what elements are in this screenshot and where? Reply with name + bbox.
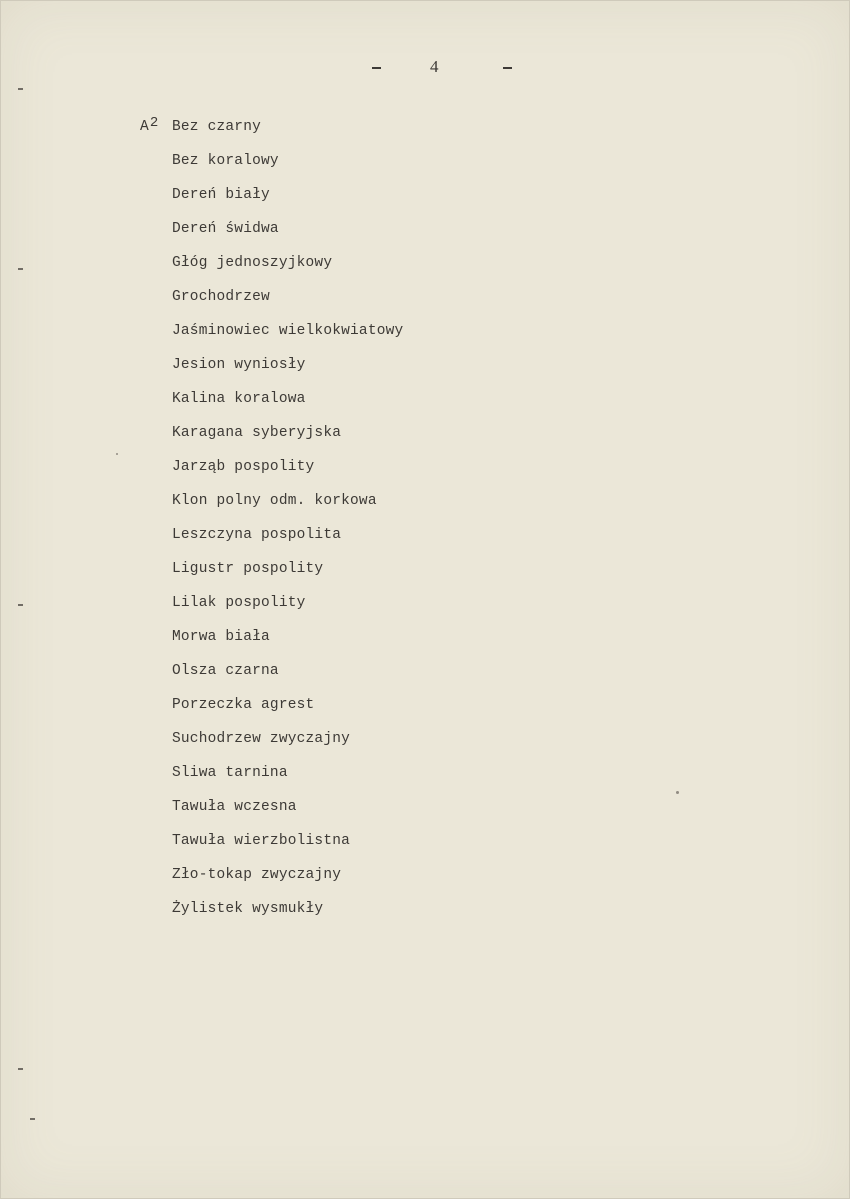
list-item-label: Grochodrzew [172, 289, 270, 305]
list-item-label: Dereń świdwa [172, 221, 279, 237]
header-dash-right [503, 67, 512, 69]
paper-speck [676, 791, 679, 794]
list-item [0, 488, 850, 522]
list-item-label: Suchodrzew zwyczajny [172, 731, 351, 747]
list-item [0, 352, 850, 386]
list-item [0, 386, 850, 420]
list-item-label: Bez koralowy [172, 153, 279, 169]
list-item [0, 114, 850, 148]
list-item [0, 454, 850, 488]
list-item [0, 896, 850, 930]
margin-mark [18, 268, 23, 270]
list-item [0, 216, 850, 250]
list-item-label: Zło-tokap zwyczajny [172, 867, 342, 883]
section-marker [140, 114, 159, 140]
list-item [0, 148, 850, 182]
margin-mark [30, 1118, 35, 1120]
list-item-label: Głóg jednoszyjkowy [172, 255, 333, 271]
section-letter: A [140, 119, 149, 135]
list-item-label: Jarząb pospolity [172, 459, 315, 475]
paper-speck [116, 453, 118, 455]
list-item-label: Morwa biała [172, 629, 270, 645]
list-item [0, 624, 850, 658]
list-item-label: Bez czarny [172, 119, 262, 135]
list-item-label: Kalina koralowa [172, 391, 306, 407]
list-item-label: Lilak pospolity [172, 595, 306, 611]
list-item-label: Żylistek wysmukły [172, 901, 324, 917]
list-item [0, 284, 850, 318]
list-item [0, 318, 850, 352]
list-item-label: Karagana syberyjska [172, 425, 342, 441]
list-item [0, 590, 850, 624]
list-item [0, 726, 850, 760]
header-dash-left [372, 67, 381, 69]
page-number: 4 [430, 57, 439, 76]
list-item [0, 556, 850, 590]
list-item [0, 760, 850, 794]
list-item-label: Jaśminowiec wielkokwiatowy [172, 323, 404, 339]
margin-mark [18, 1068, 23, 1070]
section-superscript: 2 [149, 115, 159, 131]
list-item [0, 794, 850, 828]
list-item [0, 828, 850, 862]
list-item-label: Sliwa tarnina [172, 765, 288, 781]
page-header [0, 56, 850, 80]
list-item [0, 182, 850, 216]
list-item-label: Jesion wyniosły [172, 357, 306, 373]
list-item [0, 658, 850, 692]
list-item-label: Klon polny odm. korkowa [172, 493, 377, 509]
list-item-label: Leszczyna pospolita [172, 527, 342, 543]
margin-mark [18, 88, 23, 90]
list-item [0, 862, 850, 896]
list-item-label: Tawuła wczesna [172, 799, 297, 815]
list-item [0, 250, 850, 284]
margin-mark [18, 604, 23, 606]
list-item [0, 692, 850, 726]
list-item [0, 522, 850, 556]
species-list [0, 114, 850, 930]
list-item-label: Porzeczka agrest [172, 697, 315, 713]
list-item-label: Ligustr pospolity [172, 561, 324, 577]
list-item-label: Tawuła wierzbolistna [172, 833, 351, 849]
list-item-label: Olsza czarna [172, 663, 279, 679]
list-item-label: Dereń biały [172, 187, 270, 203]
list-item [0, 420, 850, 454]
